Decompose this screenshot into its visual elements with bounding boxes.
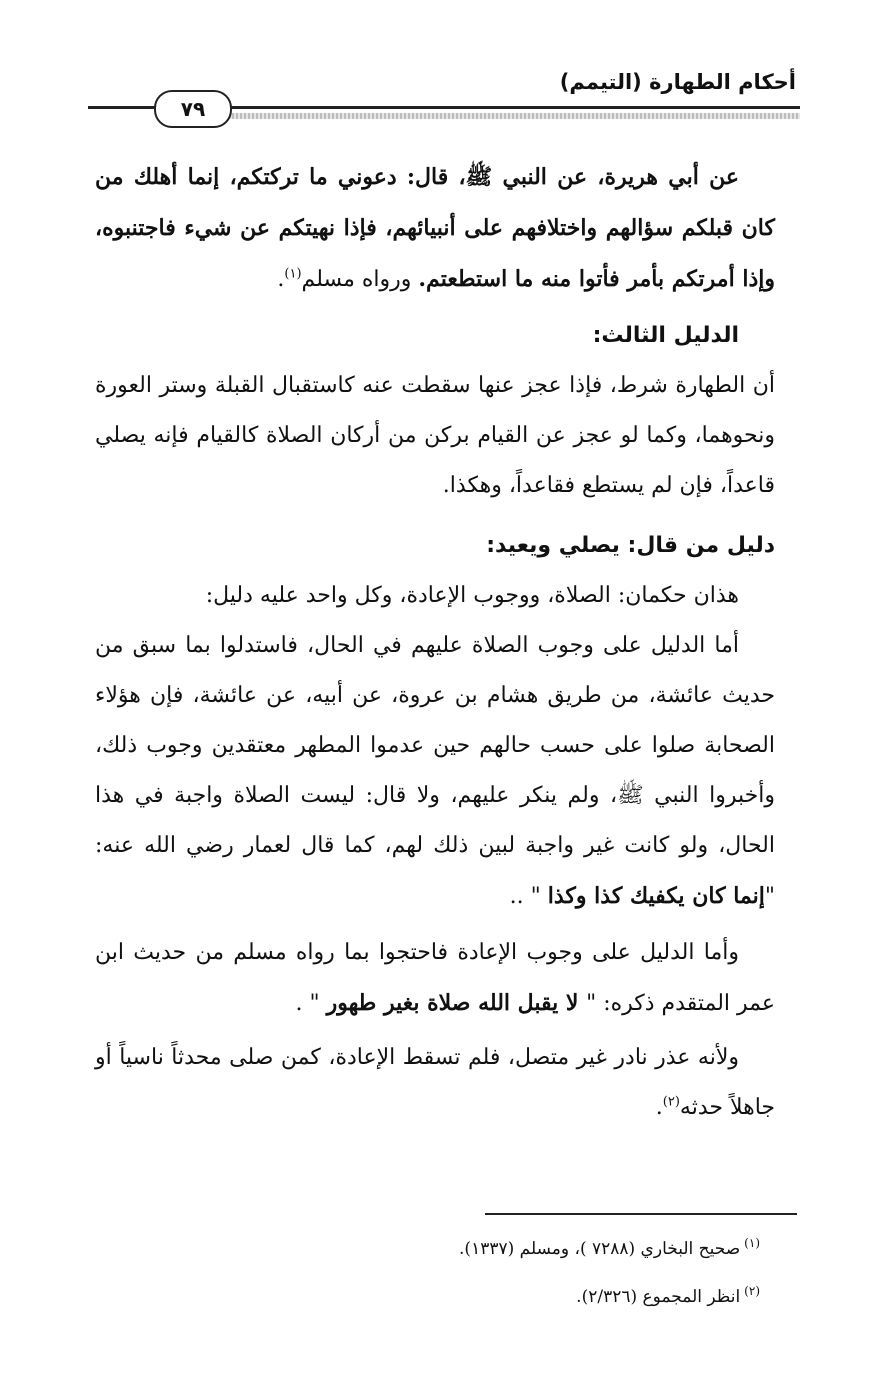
sentence-end: . (655, 1095, 663, 1120)
section-heading-third-evidence: الدليل الثالث: (592, 323, 739, 348)
header-rule-shade (228, 113, 800, 119)
quote-end: " . (295, 991, 327, 1016)
sentence-end: . (277, 267, 285, 292)
footnote-1-text: صحيح البخاري (٧٢٨٨ )، ومسلم (١٣٣٧). (459, 1239, 741, 1259)
hadith-paragraph (95, 152, 775, 305)
prayer-obligation-text: أما الدليل على وجوب الصلاة عليهم في الحال، فاستدلوا بما سبق من حديث عائشة، من طريق هشام بن عروة، عن أبيه، عن عائشة، فإن هؤلاء الصحابة صلوا على حسب حالهم حين عدموا المطهر معتقدين وجوب ذلك، وأخبروا النبي ﷺ، ولم ينكر عليهم، ولا قال: ليست الصلاة واجبة في هذا الحال، ولو كانت غير واجبة لبين ذلك لهم، كما قال لعمار رضي الله عنه: " (95, 633, 775, 909)
rare-excuse-text: ولأنه عذر نادر غير متصل، فلم تسقط الإعادة، كمن صلى محدثاً ناسياً أو جاهلاً حدثه (95, 1045, 775, 1120)
two-rulings-paragraph: هذان حكمان: الصلاة، ووجوب الإعادة، وكل واحد عليه دليل: (205, 583, 739, 608)
ibn-umar-hadith-quote: لا يقبل الله صلاة بغير طهور (326, 990, 587, 1016)
footnote-ref-1: (١) (284, 266, 302, 282)
page-number: ٧٩ (154, 90, 232, 128)
prayer-obligation-paragraph (95, 621, 775, 922)
third-evidence-paragraph: أن الطهارة شرط، فإذا عجز عنها سقطت عنه كاستقبال القبلة وستر العورة ونحوهما، وكما لو عجز عن القيام بركن من أركان الصلاة كالقيام فإنه يصلي قاعداً، فإن لم يستطع فقاعداً، وهكذا. (95, 373, 775, 498)
ammar-hadith-quote: إنما كان يكفيك كذا وكذا (547, 883, 765, 909)
footnote-2-mark: (٢) (744, 1284, 760, 1299)
quote-end: " .. (509, 884, 548, 909)
footnotes (300, 1225, 760, 1321)
footnote-ref-2: (٢) (662, 1094, 680, 1110)
footnote-2 (300, 1273, 760, 1321)
footnote-1-mark: (١) (744, 1236, 760, 1251)
narration-note: ورواه مسلم (301, 267, 419, 292)
footnote-separator (485, 1213, 797, 1215)
rare-excuse-paragraph (95, 1033, 775, 1133)
hadith-text: عن أبي هريرة، عن النبي ﷺ، قال: دعوني ما تركتكم، إنما أهلك من كان قبلكم سؤالهم واختلافهم على أنبيائهم، فإذا نهيتكم عن شيء فاجتنبوه، وإذا أمرتكم بأمر فأتوا منه ما استطعتم. (95, 164, 775, 292)
repeat-obligation-paragraph (95, 928, 775, 1029)
repeat-obligation-text: وأما الدليل على وجوب الإعادة فاحتجوا بما رواه مسلم من حديث ابن عمر المتقدم ذكره: " (95, 940, 775, 1016)
running-title: أحكام الطهارة (التيمم) (559, 70, 796, 94)
footnote-2-text: انظر المجموع (٢/٣٢٦). (576, 1287, 741, 1307)
section-heading-pray-and-repeat: دليل من قال: يصلي ويعيد: (486, 533, 775, 558)
footnote-1 (300, 1225, 760, 1273)
page-header (88, 60, 800, 136)
main-text (95, 152, 775, 1133)
